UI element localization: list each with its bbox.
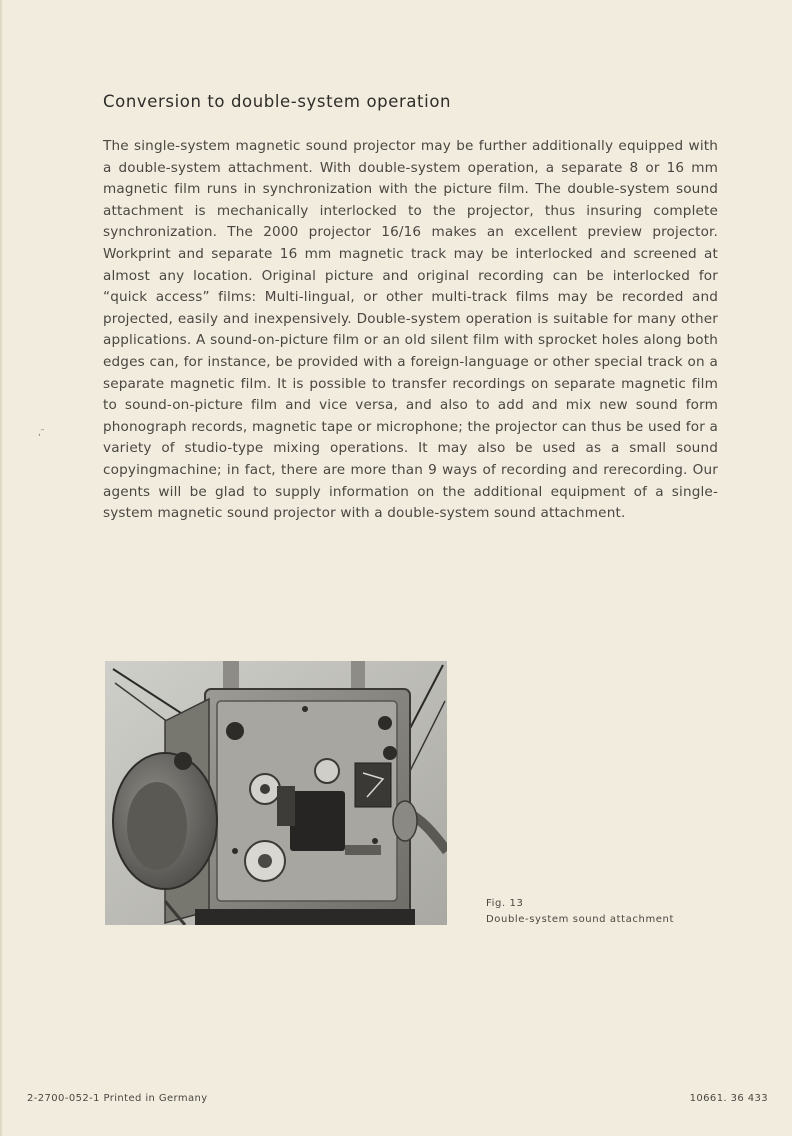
page-edge bbox=[0, 0, 3, 1136]
footer-catalog-number: 10661. 36 433 bbox=[689, 1093, 768, 1104]
figure-title: Double-system sound attachment bbox=[486, 914, 674, 925]
footer-print-note: 2-2700-052-1 Printed in Germany bbox=[27, 1093, 208, 1104]
projector-illustration bbox=[105, 661, 447, 925]
figure-number: Fig. 13 bbox=[486, 898, 524, 909]
stray-ink-mark: ‚ᵔ bbox=[38, 428, 45, 438]
body-paragraph: The single-system magnetic sound projector may be further additionally equipped with a double-system attachment. With double-system operation, a separate 8 or 16 mm magnetic film runs in synchronization with the picture film. The double-system sound attachment is mechanically interlocked to the projector, thus insuring complete synchronization. The 2000 projector 16/16 makes an excellent preview projector. Workprint and separate 16 mm magnetic track may be interlocked and screened at almost any location. Original picture and original recording can be interlocked for “quick access” films: Multi-lingual, or other multi-track films may be recorded and projected, easily and inexpensively. Double-system operation is suitable for many other applications. A sound-on-picture film or an old silent film with sprocket holes along both edges can, for instance, be provided with a foreign-language or other special track on a separate magnetic film. It is possible to transfer recordings on separate magnetic film to sound-on-picture film and vice versa, and also to add and mix new sound form phonograph records, magnetic tape or microphone; the projector can thus be used for a variety of studio-type mixing operations. It may also be used as a small sound copyingmachine; in fact, there are more than 9 ways of recording and rerecording. Our agents will be glad to supply information on the additional equipment of a single-system magnetic sound projector with a double-system sound attachment. bbox=[103, 138, 718, 522]
page-title: Conversion to double-system operation bbox=[103, 92, 452, 111]
projector-photo bbox=[105, 661, 447, 925]
figure-caption bbox=[486, 896, 674, 928]
